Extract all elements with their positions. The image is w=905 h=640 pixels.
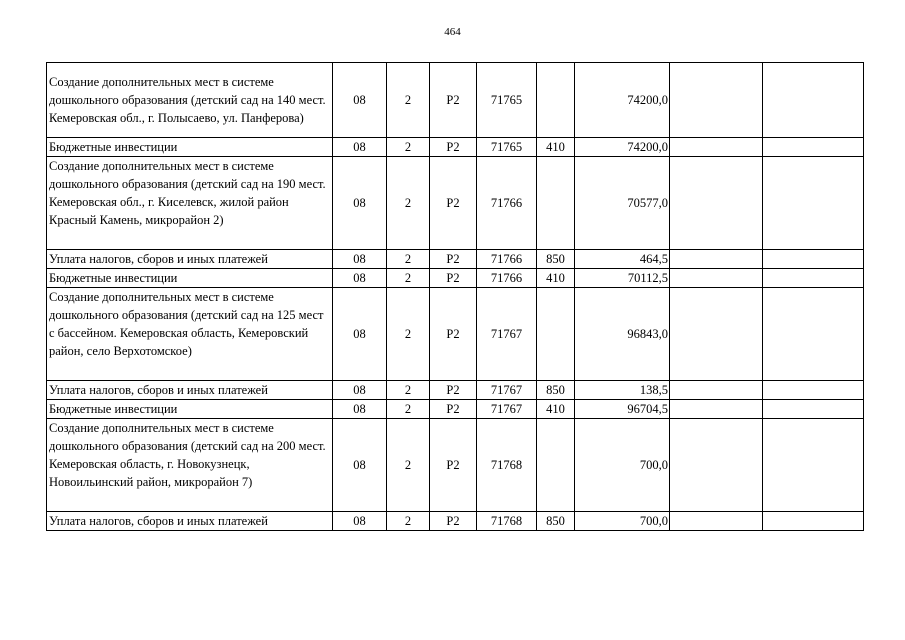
subsection-code: 2 — [387, 400, 430, 419]
program-code: P2 — [430, 138, 477, 157]
table-row — [47, 288, 864, 381]
direction-code: 71766 — [477, 157, 537, 250]
subsection-code: 2 — [387, 512, 430, 531]
expense-type-code — [537, 288, 575, 381]
section-code: 08 — [333, 419, 387, 512]
table-row — [47, 250, 864, 269]
table-row — [47, 512, 864, 531]
subsection-code: 2 — [387, 288, 430, 381]
empty-cell — [670, 400, 763, 419]
empty-cell — [670, 63, 763, 138]
row-name: Бюджетные инвестиции — [47, 400, 333, 419]
section-code: 08 — [333, 138, 387, 157]
empty-cell — [763, 269, 864, 288]
row-name: Бюджетные инвестиции — [47, 269, 333, 288]
row-name: Уплата налогов, сборов и иных платежей — [47, 250, 333, 269]
row-name: Создание дополнительных мест в системе дошкольного образования (детский сад на 140 мест. Кемеровская обл., г. Полысаево, ул. Панферова) — [47, 63, 333, 138]
subsection-code: 2 — [387, 419, 430, 512]
row-name: Создание дополнительных мест в системе дошкольного образования (детский сад на 125 мест с бассейном. Кемеровская область, Кемеровский район, село Верхотомское) — [47, 288, 333, 381]
table-row — [47, 63, 864, 138]
program-code: P2 — [430, 288, 477, 381]
empty-cell — [670, 269, 763, 288]
empty-cell — [763, 288, 864, 381]
amount: 138,5 — [575, 381, 670, 400]
subsection-code: 2 — [387, 157, 430, 250]
subsection-code: 2 — [387, 269, 430, 288]
section-code: 08 — [333, 63, 387, 138]
expense-type-code: 410 — [537, 269, 575, 288]
empty-cell — [763, 138, 864, 157]
empty-cell — [670, 512, 763, 531]
budget-table — [46, 62, 864, 531]
direction-code: 71767 — [477, 381, 537, 400]
section-code: 08 — [333, 512, 387, 531]
expense-type-code — [537, 63, 575, 138]
direction-code: 71768 — [477, 512, 537, 531]
program-code: P2 — [430, 419, 477, 512]
row-name: Уплата налогов, сборов и иных платежей — [47, 381, 333, 400]
amount: 96704,5 — [575, 400, 670, 419]
subsection-code: 2 — [387, 381, 430, 400]
empty-cell — [670, 288, 763, 381]
amount: 464,5 — [575, 250, 670, 269]
table-row — [47, 381, 864, 400]
expense-type-code: 850 — [537, 250, 575, 269]
section-code: 08 — [333, 400, 387, 419]
empty-cell — [763, 400, 864, 419]
direction-code: 71767 — [477, 400, 537, 419]
expense-type-code — [537, 157, 575, 250]
expense-type-code: 850 — [537, 512, 575, 531]
expense-type-code: 410 — [537, 400, 575, 419]
expense-type-code: 410 — [537, 138, 575, 157]
expense-type-code: 850 — [537, 381, 575, 400]
program-code: P2 — [430, 400, 477, 419]
subsection-code: 2 — [387, 250, 430, 269]
empty-cell — [670, 250, 763, 269]
row-name: Создание дополнительных мест в системе дошкольного образования (детский сад на 200 мест. Кемеровская область, г. Новокузнецк, Новоильинский район, микрорайон 7) — [47, 419, 333, 512]
direction-code: 71765 — [477, 138, 537, 157]
section-code: 08 — [333, 250, 387, 269]
amount: 74200,0 — [575, 63, 670, 138]
table-row — [47, 157, 864, 250]
amount: 70112,5 — [575, 269, 670, 288]
expense-type-code — [537, 419, 575, 512]
program-code: P2 — [430, 63, 477, 138]
amount: 96843,0 — [575, 288, 670, 381]
subsection-code: 2 — [387, 63, 430, 138]
direction-code: 71766 — [477, 269, 537, 288]
empty-cell — [763, 512, 864, 531]
empty-cell — [763, 63, 864, 138]
empty-cell — [763, 381, 864, 400]
program-code: P2 — [430, 157, 477, 250]
program-code: P2 — [430, 381, 477, 400]
amount: 700,0 — [575, 512, 670, 531]
empty-cell — [763, 419, 864, 512]
section-code: 08 — [333, 157, 387, 250]
empty-cell — [670, 381, 763, 400]
program-code: P2 — [430, 512, 477, 531]
section-code: 08 — [333, 381, 387, 400]
direction-code: 71767 — [477, 288, 537, 381]
table-row — [47, 400, 864, 419]
amount: 700,0 — [575, 419, 670, 512]
empty-cell — [763, 250, 864, 269]
row-name: Создание дополнительных мест в системе дошкольного образования (детский сад на 190 мест. Кемеровская обл., г. Киселевск, жилой район Красный Камень, микрорайон 2) — [47, 157, 333, 250]
row-name: Бюджетные инвестиции — [47, 138, 333, 157]
empty-cell — [670, 419, 763, 512]
amount: 70577,0 — [575, 157, 670, 250]
amount: 74200,0 — [575, 138, 670, 157]
subsection-code: 2 — [387, 138, 430, 157]
table-row — [47, 138, 864, 157]
section-code: 08 — [333, 269, 387, 288]
section-code: 08 — [333, 288, 387, 381]
empty-cell — [670, 138, 763, 157]
direction-code: 71766 — [477, 250, 537, 269]
row-name: Уплата налогов, сборов и иных платежей — [47, 512, 333, 531]
direction-code: 71765 — [477, 63, 537, 138]
page-number: 464 — [444, 26, 461, 38]
table-row — [47, 269, 864, 288]
table-row — [47, 419, 864, 512]
direction-code: 71768 — [477, 419, 537, 512]
program-code: P2 — [430, 250, 477, 269]
program-code: P2 — [430, 269, 477, 288]
empty-cell — [670, 157, 763, 250]
empty-cell — [763, 157, 864, 250]
